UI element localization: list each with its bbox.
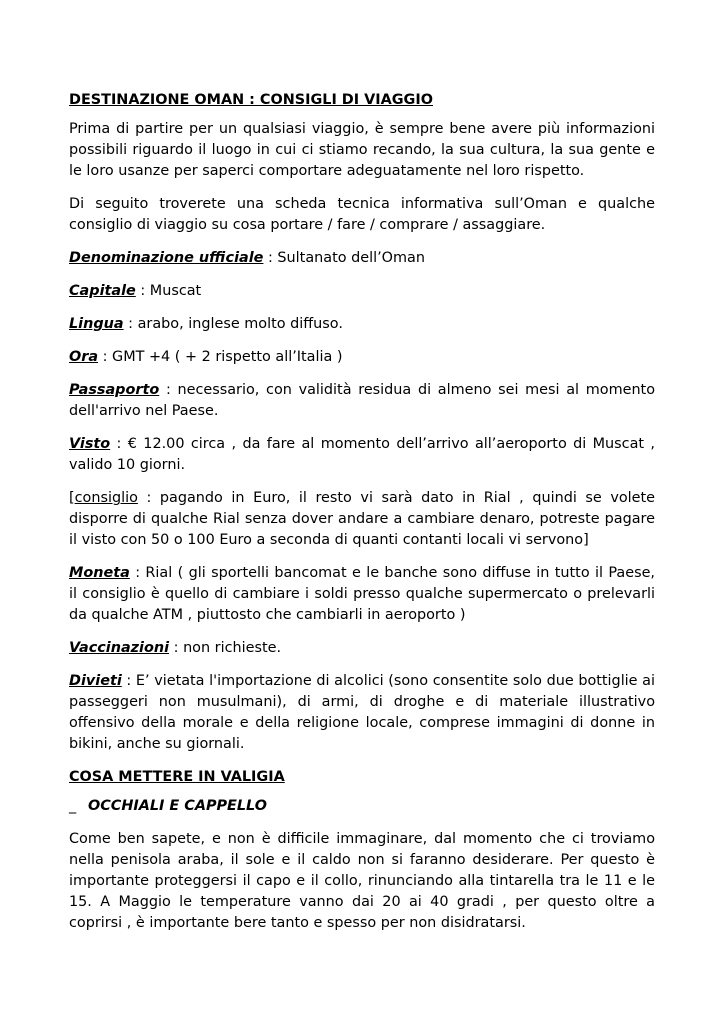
fact-separator: : [121,673,136,689]
document-page [69,90,655,946]
subsection-title: OCCHIALI E CAPPELLO [88,798,267,814]
fact-separator: : [123,316,138,332]
tip-label: consiglio [74,490,138,506]
fact-key: Vaccinazioni [69,640,170,656]
fact-vaccinazioni [69,638,655,659]
fact-key: Lingua [69,316,124,332]
fact-ora [69,347,655,368]
fact-separator: : [135,283,150,299]
fact-capitale [69,281,655,302]
section-heading: COSA METTERE IN VALIGIA [69,769,285,785]
fact-key: Divieti [69,673,122,689]
fact-value: Sultanato dell’Oman [277,250,425,266]
subsection-dash: _ [69,798,77,814]
tip-paragraph [69,488,655,551]
fact-separator: : [169,640,184,656]
fact-key: Passaporto [69,382,160,398]
section-body: Come ben sapete, e non è difficile immaginare, dal momento che ci troviamo nella penisola araba, il sole e il caldo non si faranno desiderare. Per questo è importante proteggersi il capo e il collo, rinunciando alla tintarella tra le 11 e le 15. A Maggio le temperature vanno dai 20 ai 40 gradi , per questo oltre a coprirsi , è importante bere tanto e spesso per non disidratarsi. [69,831,655,931]
intro-paragraph: Prima di partire per un qualsiasi viaggio, è sempre bene avere più informazioni possibili riguardo il luogo in cui ci stiamo recando, la sua cultura, la sua gente e le loro usanze per saperci comportare adeguatamente nel loro rispetto. [69,121,655,179]
fact-denominazione [69,248,655,269]
fact-key: Ora [69,349,99,365]
fact-visto [69,434,655,476]
fact-value: necessario, con validità residua di almeno sei mesi al momento dell'arrivo nel Paese. [69,382,656,419]
fact-value: Rial ( gli sportelli bancomat e le banche sono diffuse in tutto il Paese, il consiglio è quello di cambiare i soldi presso qualche supermercato o prelevarli da qualche ATM , piuttosto che cambiarli in aeroporto ) [69,565,655,623]
intro-paragraph: Di seguito troverete una scheda tecnica informativa sull’Oman e qualche consiglio di viaggio su cosa portare / fare / comprare / assaggiare. [69,196,655,233]
fact-value: € 12.00 circa , da fare al momento dell’arrivo all’aeroporto di Muscat , valido 10 giorni. [69,436,655,473]
fact-separator: : [263,250,278,266]
fact-value: Muscat [149,283,202,299]
fact-separator: : [129,565,146,581]
fact-value: E’ vietata l'importazione di alcolici (sono consentite solo due bottiglie ai passeggeri non musulmani), di armi, di droghe e di materiale illustrativo offensivo della morale e della religione locale, comprese immagini di donne in bikini, anche su giornali. [69,673,655,752]
tip-text: : pagando in Euro, il resto vi sarà dato in Rial , quindi se volete disporre di qualche Rial senza dover andare a cambiare denaro, potreste pagare il visto con 50 o 100 Euro a seconda di quanti contanti locali vi servono] [69,490,655,548]
fact-key: Moneta [69,565,130,581]
tip-bracket: [ [69,490,75,506]
fact-key: Denominazione ufficiale [69,250,264,266]
fact-divieti [69,671,655,755]
fact-key: Visto [69,436,111,452]
page-title: DESTINAZIONE OMAN : CONSIGLI DI VIAGGIO [69,92,433,108]
subsection-heading [69,796,655,817]
fact-lingua [69,314,655,335]
fact-value: GMT +4 ( + 2 rispetto all’Italia ) [112,349,343,365]
fact-value: arabo, inglese molto diffuso. [137,316,343,332]
fact-value: non richieste. [183,640,282,656]
fact-separator: : [159,382,178,398]
fact-passaporto [69,380,655,422]
fact-moneta [69,563,655,626]
fact-key: Capitale [69,283,136,299]
fact-separator: : [110,436,128,452]
fact-separator: : [98,349,113,365]
